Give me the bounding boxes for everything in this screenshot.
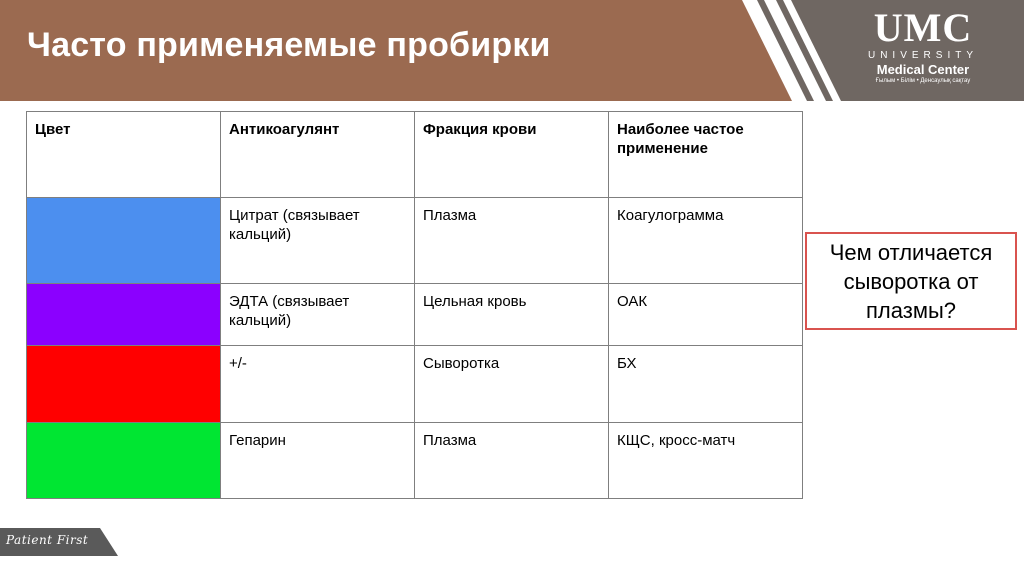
table-header-row xyxy=(27,112,803,198)
cell-use: БХ xyxy=(609,346,803,423)
cell-anticoagulant: Цитрат (связывает кальций) xyxy=(221,198,415,284)
cell-anticoagulant: ЭДТА (связывает кальций) xyxy=(221,284,415,346)
footer-text: Patient First xyxy=(6,533,89,547)
page-title: Часто применяемые пробирки xyxy=(27,26,551,64)
header-color: Цвет xyxy=(27,112,221,198)
header-anticoagulant: Антикоагулянт xyxy=(221,112,415,198)
color-swatch xyxy=(27,198,221,284)
cell-anticoagulant: Гепарин xyxy=(221,423,415,499)
cell-use: ОАК xyxy=(609,284,803,346)
table-row xyxy=(27,198,803,284)
header-use: Наиболее частое применение xyxy=(609,112,803,198)
cell-fraction: Сыворотка xyxy=(415,346,609,423)
tubes-table xyxy=(26,111,803,499)
color-swatch xyxy=(27,346,221,423)
logo-university: UNIVERSITY xyxy=(867,50,978,61)
table-row xyxy=(27,284,803,346)
cell-fraction: Плазма xyxy=(415,423,609,499)
cell-use: Коагулограмма xyxy=(609,198,803,284)
cell-anticoagulant: +/- xyxy=(221,346,415,423)
logo-medical-center: Medical Center xyxy=(876,62,970,77)
question-text: Чем отличается сыворотка от плазмы? xyxy=(829,239,993,323)
header-bar xyxy=(0,0,1024,101)
cell-use: КЩС, кросс-матч xyxy=(609,423,803,499)
question-box xyxy=(805,232,1017,330)
umc-logo xyxy=(858,5,988,94)
color-swatch xyxy=(27,284,221,346)
logo-tagline: Ғылым • Білім • Денсаулық сақтау xyxy=(875,78,971,84)
table-row xyxy=(27,346,803,423)
cell-fraction: Цельная кровь xyxy=(415,284,609,346)
cell-fraction: Плазма xyxy=(415,198,609,284)
header-fraction: Фракция крови xyxy=(415,112,609,198)
color-swatch xyxy=(27,423,221,499)
table-row xyxy=(27,423,803,499)
logo-main: UMC xyxy=(873,5,973,50)
